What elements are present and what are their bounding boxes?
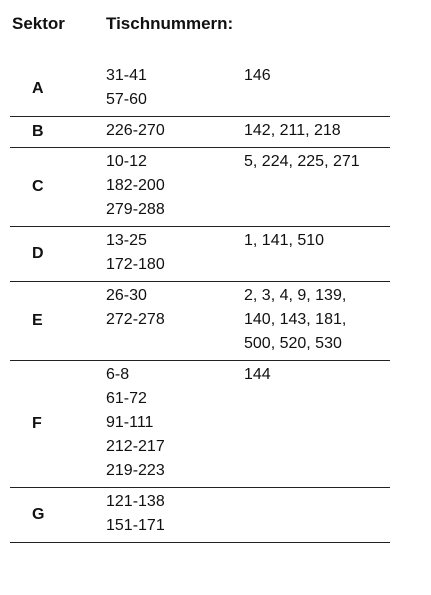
single-table-number-line: 1, 141, 510 [244,232,325,249]
table-range: 172-180 [106,256,165,273]
single-table-number-line: 140, 143, 181, [244,311,347,328]
table-ranges [106,117,244,147]
single-table-number-line: 142, 211, 218 [244,122,341,139]
sector-column-header: Sektor [12,14,65,33]
table-range: 31-41 [106,67,147,84]
single-table-number-line: 146 [244,67,271,84]
table-range: 26-30 [106,287,147,304]
table-range: 219-223 [106,462,165,479]
table-range: 121-138 [106,493,165,510]
sector-row-b [10,117,390,148]
single-table-numbers [244,62,390,116]
single-table-numbers [244,148,390,226]
sector-label: F [32,415,42,432]
single-table-number-line: 2, 3, 4, 9, 139, [244,287,347,304]
table-range: 91-111 [106,414,154,431]
table-ranges [106,148,244,226]
sector-row-e [10,282,390,361]
table-ranges [106,361,244,487]
single-table-numbers [244,282,390,360]
table-range: 151-171 [106,517,165,534]
single-table-number-line: 5, 224, 225, 271 [244,153,360,170]
table-header [0,10,431,40]
single-table-numbers [244,488,390,542]
table-range: 13-25 [106,232,147,249]
sector-row-g [10,488,390,543]
sector-row-a [10,62,390,117]
single-table-number-line: 500, 520, 530 [244,335,342,352]
table-range: 6-8 [106,366,130,383]
table-ranges [106,62,244,116]
table-range: 272-278 [106,311,165,328]
sector-row-f [10,361,390,488]
sector-label: A [32,80,44,97]
single-table-numbers [244,361,390,487]
sector-label: E [32,312,43,329]
table-range: 10-12 [106,153,147,170]
sector-row-c [10,148,390,227]
table-ranges [106,282,244,360]
table-ranges [106,227,244,281]
sector-table [10,62,390,543]
single-table-numbers [244,117,390,147]
table-numbers-column-header: Tischnummern: [106,14,234,33]
single-table-number-line: 144 [244,366,271,383]
table-range: 61-72 [106,390,147,407]
sector-row-d [10,227,390,282]
sector-label: G [32,506,45,523]
single-table-numbers [244,227,390,281]
table-range: 279-288 [106,201,165,218]
table-range: 226-270 [106,122,165,139]
table-range: 182-200 [106,177,165,194]
sector-label: D [32,245,44,262]
table-range: 57-60 [106,91,147,108]
sector-label: C [32,178,44,195]
table-range: 212-217 [106,438,165,455]
sector-label: B [32,123,44,140]
table-ranges [106,488,244,542]
